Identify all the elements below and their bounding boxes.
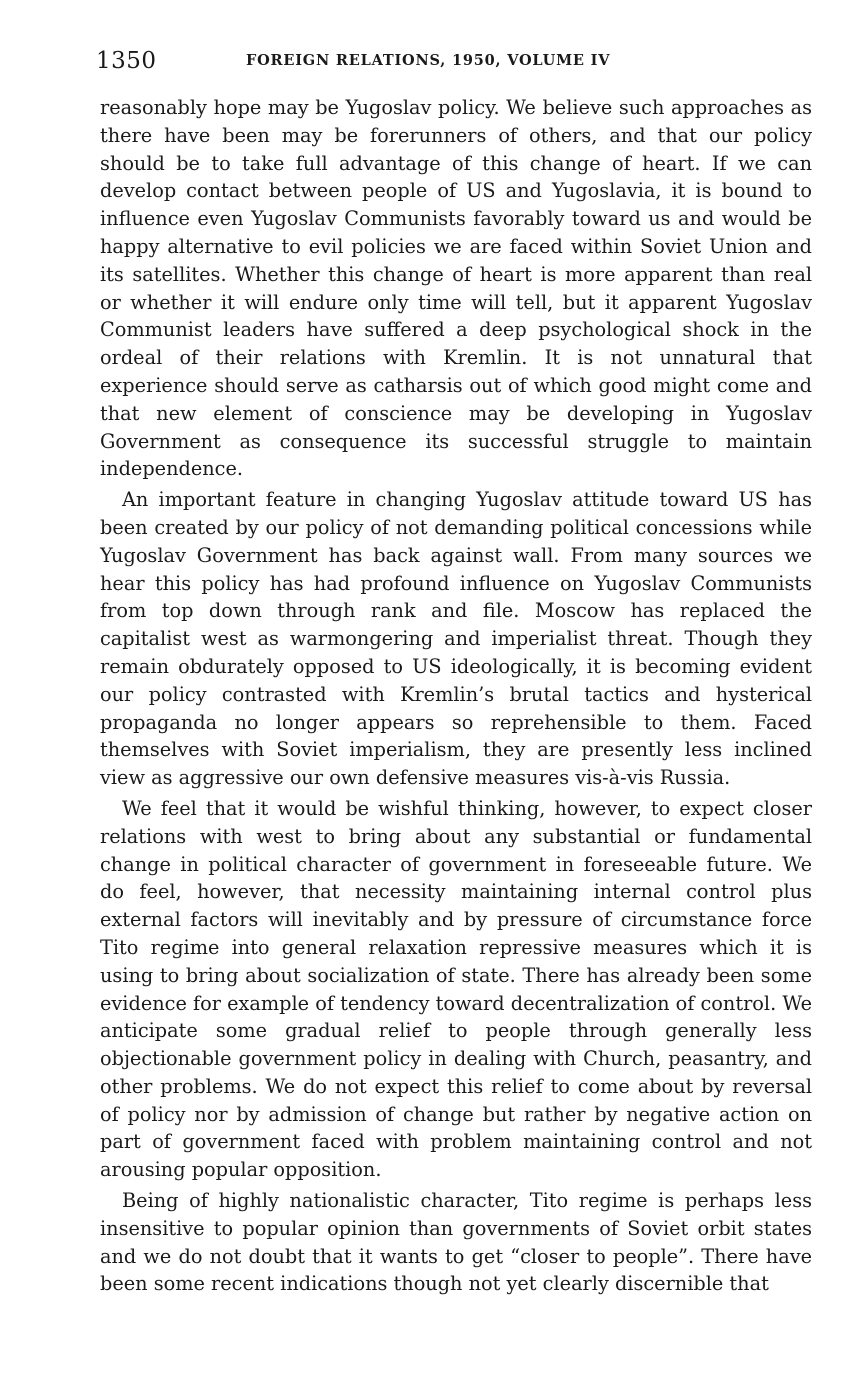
running-title: FOREIGN RELATIONS, 1950, VOLUME IV <box>246 52 611 69</box>
running-head <box>96 44 812 84</box>
paragraph-closer-relations: We feel that it would be wishful thinking, however, to expect closer relations with west to bring about any substantial or fundamental change in political character of government in foreseeable future. We do feel, however, that necessity maintaining internal control plus external factors will inevitably and by pressure of circumstance force Tito regime into general relaxation repressive measures which it is using to bring about socialization of state. There has already been some evidence for example of tendency toward decentralization of control. We anticipate some gradual relief to people through generally less objectionable government policy in dealing with Church, peasantry, and other problems. We do not expect this relief to come about by reversal of policy nor by admission of change but rather by negative action on part of government faced with problem maintaining control and not arousing popular opposition. <box>100 796 812 1182</box>
paragraph-nationalistic-character: Being of highly nationalistic character, Tito regime is perhaps less insensitive to popular opinion than governments of Soviet orbit states and we do not doubt that it wants to get “closer to people”. There have been some recent indications though not yet clearly discernible that <box>100 1189 812 1296</box>
document-page <box>96 44 812 1298</box>
page-number: 1350 <box>96 48 157 74</box>
paragraph-continued: reasonably hope may be Yugoslav policy. We believe such approaches as there have been may be forerunners of others, and that our policy should be to take full advantage of this change of heart. If we can develop contact between people of US and Yugoslavia, it is bound to influence even Yugoslav Communists favorably toward us and would be happy alternative to evil policies we are faced within Soviet Union and its satellites. Whether this change of heart is more apparent than real or whether it will endure only time will tell, but it apparent Yugoslav Communist leaders have suffered a deep psychological shock in the ordeal of their relations with Kremlin. It is not unnatural that experience should serve as catharsis out of which good might come and that new element of conscience may be developing in Yugoslav Government as consequence its successful struggle to maintain independence. <box>100 96 812 481</box>
paragraph-yugoslav-attitude: An important feature in changing Yugoslav attitude toward US has been created by our policy of not demanding political concessions while Yugoslav Government has back against wall. From many sources we hear this policy has had profound influence on Yugoslav Communists from top down through rank and file. Moscow has replaced the capitalist west as warmongering and imperialist threat. Though they remain obdurately opposed to US ideologically, it is becoming evident our policy contrasted with Kremlin’s brutal tactics and hysterical propaganda no longer appears so reprehensible to them. Faced themselves with Soviet imperialism, they are presently less inclined view as aggressive our own defensive measures vis-à-vis Russia. <box>100 488 812 790</box>
text-body <box>100 94 812 1298</box>
